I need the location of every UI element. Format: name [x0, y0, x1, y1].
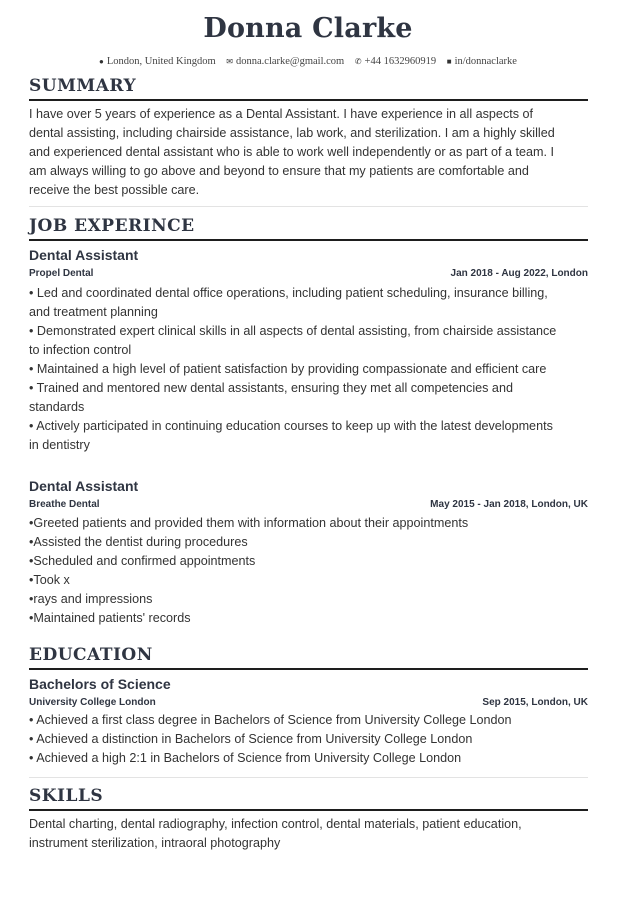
- job-title: Dental Assistant: [29, 478, 139, 494]
- summary-line: receive the best possible care.: [29, 183, 200, 197]
- job-bullet: to infection control: [29, 343, 132, 357]
- summary-line: and experienced dental assistant who is able to work well independently or as part of a team. I: [29, 145, 555, 159]
- contact-phone: [355, 56, 436, 67]
- phone-icon: ✆: [354, 57, 362, 66]
- linkedin-text[interactable]: in/donnaclarke: [454, 56, 517, 67]
- education-bullet: • Achieved a first class degree in Bachelors of Science from University College London: [29, 713, 512, 727]
- summary-line: I have over 5 years of experience as a Dental Assistant. I have experience in all aspects of: [29, 107, 534, 121]
- school-name: University College London: [29, 697, 156, 708]
- job-bullet: • Demonstrated expert clinical skills in all aspects of dental assisting, from chairside assistance: [29, 324, 557, 338]
- job-bullet: • Trained and mentored new dental assistants, ensuring they met all competencies and: [29, 381, 513, 395]
- skills-text: [29, 815, 588, 853]
- summary-line: dental assisting, including chairside assistance, lab work, and sterilization. I am a highly skilled: [29, 126, 555, 140]
- skills-line: Dental charting, dental radiography, infection control, dental materials, patient education,: [29, 817, 522, 831]
- education-bullets: [29, 711, 588, 768]
- education-rule: [29, 668, 588, 670]
- education-heading: EDUCATION: [29, 645, 153, 665]
- degree-title: Bachelors of Science: [29, 676, 171, 692]
- skills-heading: SKILLS: [29, 786, 104, 806]
- contact-email[interactable]: [226, 56, 344, 67]
- education-divider: [29, 777, 588, 778]
- job-title: Dental Assistant: [29, 247, 139, 263]
- location-text: London, United Kingdom: [106, 56, 216, 67]
- summary-divider: [29, 206, 588, 207]
- skills-rule: [29, 809, 588, 811]
- job-bullet: • Led and coordinated dental office operations, including patient scheduling, insurance billing,: [29, 286, 548, 300]
- education-bullet: • Achieved a distinction in Bachelors of Science from University College London: [29, 732, 473, 746]
- skills-line: instrument sterilization, intraoral photography: [29, 836, 281, 850]
- phone-text: +44 1632960919: [364, 56, 437, 67]
- contact-bar: [0, 56, 616, 67]
- location-pin-icon: ●: [99, 57, 104, 66]
- summary-rule: [29, 99, 588, 101]
- job-bullet: and treatment planning: [29, 305, 158, 319]
- summary-text: [29, 105, 588, 200]
- job-dates: Jan 2018 - Aug 2022, London: [450, 268, 588, 279]
- job-bullet: •Scheduled and confirmed appointments: [29, 554, 256, 568]
- contact-location: [99, 56, 216, 67]
- summary-line: am always willing to go above and beyond to ensure that my patients are comfortable and: [29, 164, 529, 178]
- job-bullet: •Greeted patients and provided them with information about their appointments: [29, 516, 469, 530]
- job-bullet: • Maintained a high level of patient satisfaction by providing compassionate and efficient care: [29, 362, 547, 376]
- contact-linkedin[interactable]: [447, 56, 517, 67]
- experience-heading: JOB EXPERINCE: [29, 216, 195, 236]
- education-dates: Sep 2015, London, UK: [482, 697, 588, 708]
- job-bullets: [29, 284, 588, 455]
- job-bullet: in dentistry: [29, 438, 90, 452]
- job-bullet: •Assisted the dentist during procedures: [29, 535, 248, 549]
- job-company: Breathe Dental: [29, 499, 100, 510]
- job-company: Propel Dental: [29, 268, 94, 279]
- email-icon: ✉: [226, 57, 233, 66]
- job-bullet: •rays and impressions: [29, 592, 153, 606]
- job-bullet: •Took x: [29, 573, 70, 587]
- education-bullet: • Achieved a high 2:1 in Bachelors of Science from University College London: [29, 751, 462, 765]
- candidate-name: Donna Clarke: [203, 13, 413, 44]
- job-bullet: •Maintained patients' records: [29, 611, 191, 625]
- job-bullets: [29, 514, 588, 628]
- summary-heading: SUMMARY: [29, 76, 137, 96]
- job-dates: May 2015 - Jan 2018, London, UK: [430, 499, 588, 510]
- linkedin-icon: ■: [446, 57, 452, 66]
- experience-rule: [29, 239, 588, 241]
- job-bullet: standards: [29, 400, 85, 414]
- email-text[interactable]: donna.clarke@gmail.com: [236, 56, 345, 67]
- job-bullet: • Actively participated in continuing education courses to keep up with the latest developments: [29, 419, 553, 433]
